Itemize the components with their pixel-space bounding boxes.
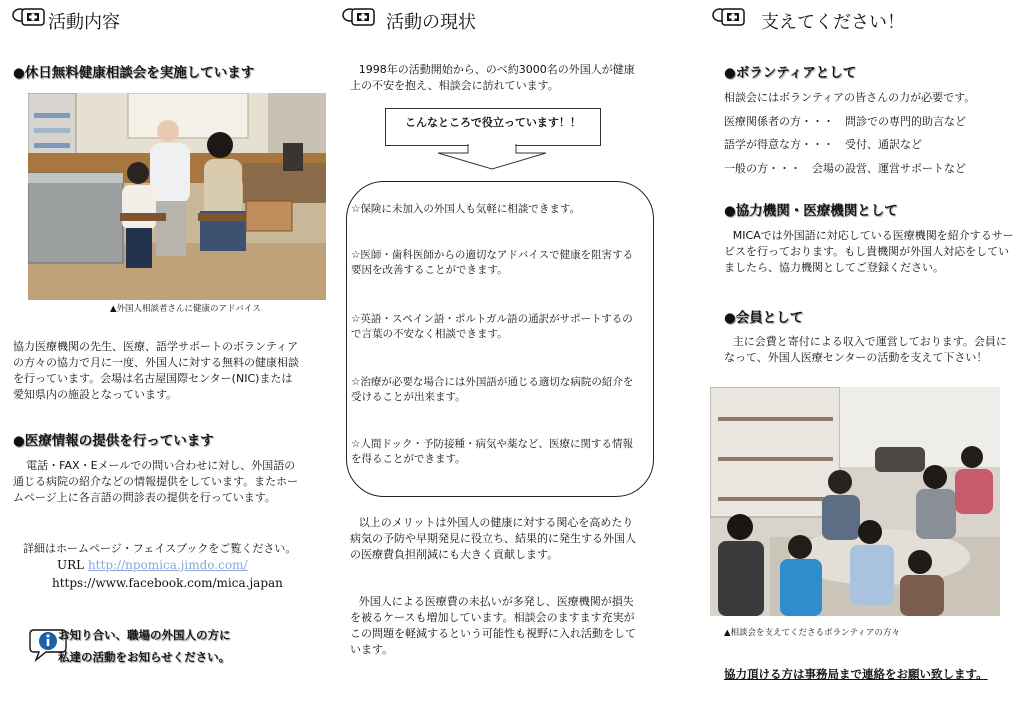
contact-request: 協力頂ける方は事務局まで連絡をお願い致します。	[724, 667, 988, 681]
volunteers-photo-caption: ▲相談会を支えてくださるボランティアの方々	[724, 628, 900, 638]
medical-info-description: 電話・FAX・Eメールでの問い合わせに対し、外国語の通じる病院の紹介などの情報提供をしています。またホームページ上に各言語の問診表の提供を行っています。	[13, 459, 299, 504]
volunteer-line: 語学が得意な方・・・ 受付、通訳など	[724, 138, 922, 151]
notice-line-2: 私達の活動をお知らせください。	[58, 650, 231, 664]
benefit-item: ☆治療が必要な場合には外国語が通じる適切な病院の紹介を受けることが出来ます。	[351, 376, 634, 403]
membership-heading: ●会員として	[724, 310, 804, 326]
membership-description: 主に会費と寄付による収入で運営しております。会員になって、外国人医療センターの活動を支えて下さい！	[724, 335, 1007, 364]
volunteer-line: 一般の方・・・ 会場の設営、運営サポートなど	[724, 162, 966, 175]
notice-line-1: お知り合い、職場の外国人の方に	[58, 628, 231, 642]
medical-info-heading: ●医療情報の提供を行っています	[13, 433, 214, 449]
partner-institution-heading: ●協力機関・医療機関として	[724, 203, 898, 219]
activity-intro: 1998年の活動開始から、のべ約3000名の外国人が健康上の不安を抱え、相談会に訪れています。	[350, 63, 635, 92]
homepage-url-row	[57, 557, 248, 573]
first-aid-bag-icon	[12, 5, 48, 31]
benefit-item: ☆英語・スペイン語・ポルトガル語の通訳がサポートするので言葉の不安なく相談できます。	[351, 313, 633, 340]
consultation-photo	[28, 93, 326, 300]
merits-summary: 以上のメリットは外国人の健康に対する関心を高めたり病気の予防や早期発見に役立ち、結果的に発生する外国人の医療費負担削減にも大きく貢献します。	[350, 516, 636, 561]
benefits-bubble	[346, 181, 654, 497]
facebook-url[interactable]: https://www.facebook.com/mica.japan	[52, 576, 283, 590]
first-aid-bag-icon	[712, 5, 748, 31]
unpaid-costs-note: 外国人による医療費の未払いが多発し、医療機関が損失を被るケースも増加しています。相談会のますます充実がこの問題を軽減するという可能性も視野に入れ活動をしています。	[350, 595, 636, 656]
details-note: 詳細はホームページ・フェイスブックをご覧ください。	[23, 542, 297, 555]
down-arrow-icon	[436, 143, 548, 171]
benefit-item: ☆医師・歯科医師からの適切なアドバイスで健康を阻害する要因を改善することができます。	[351, 249, 634, 276]
url-label: URL	[57, 558, 85, 572]
benefit-item: ☆人間ドック・予防接種・病気や薬など、医療に関する情報を得ることができます。	[351, 438, 633, 465]
volunteers-photo	[710, 387, 1000, 616]
left-column-title: 活動内容	[48, 12, 120, 33]
volunteer-line: 相談会にはボランティアの皆さんの力が必要です。	[724, 91, 976, 104]
volunteer-heading: ●ボランティアとして	[724, 65, 857, 81]
homepage-link[interactable]: http://npomica.jimdo.com/	[87, 558, 248, 572]
middle-column-title: 活動の現状	[386, 12, 476, 33]
consultation-photo-caption: ▲外国人相談者さんに健康のアドバイス	[110, 304, 261, 314]
right-column-title: 支えてください！	[761, 12, 905, 33]
partner-institution-description: MICAでは外国語に対応している医療機関を紹介するサービスを行っております。もし貴機関が外国人対応をしていましたら、協力機関としてご登録ください。	[724, 229, 1014, 274]
benefit-item: ☆保険に未加入の外国人も気軽に相談できます。	[351, 203, 581, 215]
free-consultation-heading: ●休日無料健康相談会を実施しています	[13, 65, 255, 81]
volunteer-line: 医療関係者の方・・・ 問診での専門的助言など	[724, 115, 966, 128]
first-aid-bag-icon	[342, 5, 378, 31]
usefulness-callout: こんなところで役立っています！！	[385, 108, 601, 146]
consultation-description: 協力医療機関の先生、医療、語学サポートのボランティアの方々の協力で月に一度、外国人に対する無料の健康相談を行っています。会場は名古屋国際センター(NIC)または愛知県内の施設となっています。	[13, 340, 299, 401]
